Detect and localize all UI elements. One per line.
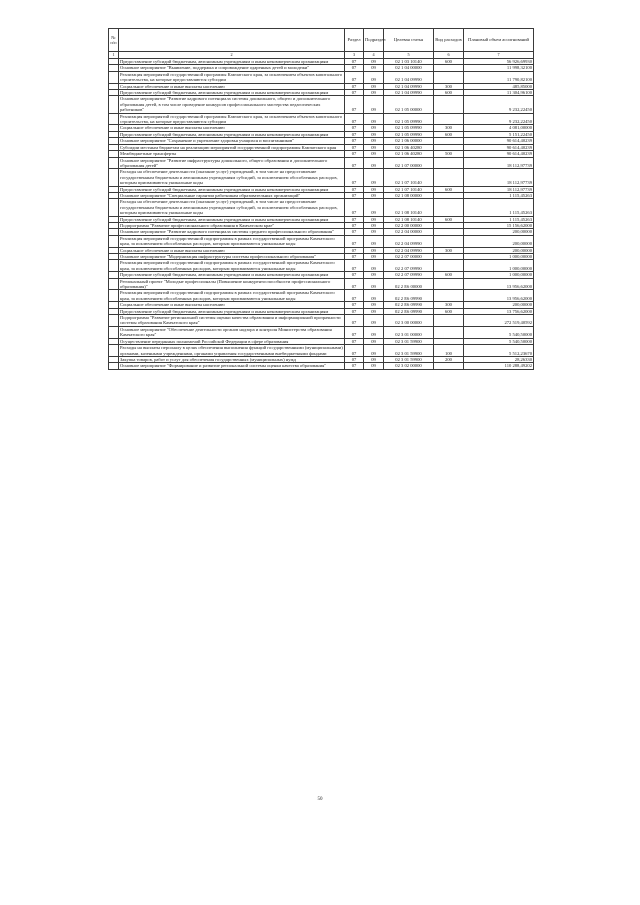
row-razdel: 07 [345,302,364,308]
row-expense-type: 600 [434,131,464,137]
row-name: Расходы на выплаты персоналу в целях обеспечения выполнения функций государственными (муниципальными) органами, казенными учреждениями, органами управления государственными внебюджетными фондами [120,345,343,356]
row-target-article: 02 2 00 00000 [384,222,434,228]
row-number [109,290,119,302]
row-razdel: 07 [345,247,364,253]
row-name: Основное мероприятие "Сохранение и укрепление здоровья учащихся и воспитанников" [119,138,345,144]
row-razdel: 07 [345,363,364,369]
table-row [109,96,534,113]
row-expense-type [434,157,464,169]
row-amount: 1 000,00000 [464,254,534,260]
row-target-article: 02 2 E6 09990 [384,308,434,314]
row-amount: 5 540,50000 [464,326,534,338]
row-razdel: 07 [345,199,364,216]
table-row [109,169,534,186]
row-expense-type: 200 [434,356,464,362]
table-row [109,326,534,338]
row-name: Предоставление субсидий бюджетным, автономным учреждениям и иным некоммерческим организациям [119,216,345,222]
row-podrazdel: 09 [364,59,384,65]
row-podrazdel: 09 [364,326,384,338]
row-podrazdel: 09 [364,338,384,344]
row-amount: 485,85000 [464,83,534,89]
row-podrazdel: 09 [364,345,384,357]
row-target-article: 02 3 01 00000 [384,326,434,338]
row-podrazdel: 09 [364,151,384,157]
table-row [109,235,534,247]
row-podrazdel: 09 [364,138,384,144]
row-podrazdel: 09 [364,278,384,290]
row-podrazdel: 09 [364,308,384,314]
row-podrazdel: 09 [364,260,384,272]
row-name: Социальное обеспечение и иные выплаты населению [119,125,345,131]
row-name: Реализация мероприятий государственной подпрограммы в рамках государственной программы Камчатского края, за исключением обособленных расходов, которым присваиваются уникальные коды [119,235,345,247]
header-name [119,29,345,52]
header-row [109,29,534,52]
header-razdel: Раздел [345,29,364,52]
table-row [109,199,534,216]
row-name: Социальное обеспечение и иные выплаты населению [119,302,345,308]
row-podrazdel: 09 [364,65,384,71]
row-razdel: 07 [345,315,364,327]
row-razdel: 07 [345,272,364,278]
row-podrazdel: 09 [364,302,384,308]
row-target-article: 02 2 E6 00000 [384,278,434,290]
row-razdel: 07 [345,229,364,235]
row-name: Предоставление субсидий бюджетным, автономным учреждениям и иным некоммерческим организациям [119,90,345,96]
row-amount: 5 512,23670 [464,345,534,357]
row-expense-type: 100 [434,345,464,357]
row-number [109,278,119,290]
row-name: Предоставление субсидий бюджетным, автономным учреждениям и иным некоммерческим организациям [119,131,345,137]
row-amount: 90 614,40239 [464,151,534,157]
row-expense-type: 300 [434,247,464,253]
row-name: Реализация мероприятий государственной программы Камчатского края, за исключением объектов капитального строительства, на которые предоставляются субсидии [119,113,345,125]
column-number-row [109,52,534,59]
row-name: Осуществление переданных полномочий Российской Федерации в сфере образования [119,338,345,344]
row-amount: 1 115,45263 [464,192,534,198]
row-name: Социальное обеспечение и иные выплаты населению [119,83,345,89]
row-name: Реализация мероприятий государственной подпрограммы в рамках государственной программы Камчатского края, за исключением обособленных расходов, которым присваиваются уникальные коды [119,260,345,272]
header-allocation: Плановый объем ассигнований [464,29,534,52]
row-amount: 5 151,22450 [464,131,534,137]
row-podrazdel: 09 [364,247,384,253]
row-amount: 90 614,40239 [464,138,534,144]
row-podrazdel: 09 [364,157,384,169]
row-target-article: 02 1 06 00000 [384,138,434,144]
column-number: 5 [384,52,434,59]
row-target-article: 02 3 02 00000 [384,363,434,369]
row-amount: 9 232,22450 [464,113,534,125]
table-row [109,363,534,369]
row-amount: 28,26330 [464,356,534,362]
row-name: Расходы на обеспечение деятельности (оказание услуг) учреждений, в том числе на предоставление государственным бюджетным и автономным учреждениям субсидий, за исключением обособленных расходов, которым присваиваются уникальные коды [119,199,345,216]
row-target-article: 02 3 01 59900 [384,345,434,357]
row-number [109,326,119,338]
row-razdel: 07 [345,125,364,131]
row-name: Субсидии местным бюджетам на реализацию мероприятий государственной подпрограммы Камчатского края [119,144,345,150]
table-row [109,290,534,302]
row-razdel: 07 [345,192,364,198]
row-name: Предоставление субсидий бюджетным, автономным учреждениям и иным некоммерческим организациям [119,186,345,192]
row-podrazdel: 09 [364,363,384,369]
row-number [109,157,119,169]
header-expense-type: Вид расходов [434,29,464,52]
row-number [109,96,119,113]
row-name: Социальное обеспечение и иные выплаты населению [119,247,345,253]
row-name: Основное мероприятие "Развитие инфраструктуры дошкольного, общего образования и дополнительного образования детей" [119,157,345,169]
row-expense-type [434,260,464,272]
row-razdel: 07 [345,356,364,362]
row-amount: 272 519,40592 [464,315,534,327]
row-target-article: 02 2 07 09990 [384,272,434,278]
row-amount: 200,00000 [464,247,534,253]
row-expense-type [434,363,464,369]
table-row [109,278,534,290]
row-podrazdel: 09 [364,272,384,278]
header-number: № п/п [109,29,119,52]
row-amount: 11 998,32100 [464,65,534,71]
row-target-article: 02 3 01 59900 [384,356,434,362]
row-name: Закупка товаров, работ и услуг для обеспечения государственных (муниципальных) нужд [119,356,345,362]
row-razdel: 07 [345,144,364,150]
row-name: Основное мероприятие "Обеспечение деятельности органов надзора и контроля Министерства образования Камчатского края" [119,326,345,338]
row-name: Основное мероприятие "Развитие кадрового потенциала системы дошкольного, общего и дополнительного образования детей, в том числе проведение конкурсов профессионального мастерства педагогических работников" [119,96,345,113]
row-razdel: 07 [345,186,364,192]
row-expense-type: 600 [434,186,464,192]
budget-table [108,28,534,370]
row-target-article: 02 1 07 10140 [384,169,434,186]
table-body [109,59,534,370]
row-podrazdel: 09 [364,216,384,222]
row-amount: 13 956,62000 [464,290,534,302]
row-target-article: 02 1 07 00000 [384,157,434,169]
row-name: Основное мероприятие "Выявление, поддержка и сопровождение одаренных детей и молодежи" [119,65,345,71]
row-razdel: 07 [345,254,364,260]
row-number [109,363,119,369]
row-razdel: 07 [345,222,364,228]
row-podrazdel: 09 [364,199,384,216]
row-razdel: 07 [345,308,364,314]
row-podrazdel: 09 [364,144,384,150]
row-expense-type: 600 [434,308,464,314]
row-number [109,113,119,125]
row-expense-type [434,235,464,247]
table-row [109,315,534,327]
table-row [109,113,534,125]
row-expense-type [434,326,464,338]
row-amount: 15 156,62000 [464,222,534,228]
row-podrazdel: 09 [364,229,384,235]
row-name: Подпрограмма "Развитие региональной системы оценки качества образования и информационной прозрачности системы образования Камчатского края" [119,315,345,327]
row-amount: 200,00000 [464,302,534,308]
table-row [109,260,534,272]
row-expense-type [434,290,464,302]
row-amount: 13 756,62000 [464,308,534,314]
row-razdel: 07 [345,290,364,302]
row-target-article: 02 1 03 10140 [384,59,434,65]
column-number: 3 [345,52,364,59]
row-number [109,315,119,327]
row-amount: 18 112,97739 [464,169,534,186]
row-razdel: 07 [345,326,364,338]
row-razdel: 07 [345,71,364,83]
row-expense-type [434,96,464,113]
budget-table-sheet [108,28,533,370]
row-target-article: 02 1 04 09990 [384,90,434,96]
row-target-article: 02 1 04 09990 [384,83,434,89]
column-number: 2 [119,52,345,59]
row-target-article: 02 1 06 40280 [384,151,434,157]
row-name: Предоставление субсидий бюджетным, автономным учреждениям и иным некоммерческим организациям [119,308,345,314]
row-target-article: 02 1 05 09990 [384,113,434,125]
row-expense-type: 300 [434,302,464,308]
table-row [109,345,534,357]
row-amount: 110 288,49202 [464,363,534,369]
row-razdel: 07 [345,338,364,344]
row-podrazdel: 09 [364,71,384,83]
row-amount: 13 956,62000 [464,278,534,290]
row-razdel: 07 [345,345,364,357]
row-podrazdel: 09 [364,235,384,247]
row-amount: 1 115,45263 [464,199,534,216]
row-expense-type: 500 [434,151,464,157]
row-number [109,260,119,272]
row-expense-type: 600 [434,90,464,96]
row-number [109,199,119,216]
row-name: Реализация мероприятий государственной программы Камчатского края, за исключением объектов капитального строительства, на которые предоставляются субсидии [119,71,345,83]
row-expense-type: 600 [434,59,464,65]
row-podrazdel: 09 [364,90,384,96]
row-amount: 18 112,97739 [464,157,534,169]
table-row [109,157,534,169]
row-amount: 90 614,40239 [464,144,534,150]
row-expense-type [434,113,464,125]
row-target-article: 02 1 07 10140 [384,186,434,192]
row-podrazdel: 09 [364,113,384,125]
row-name: Региональный проект "Молодые профессионалы (Повышение конкурентоспособности профессионального образования)" [119,278,345,290]
row-target-article: 02 1 08 00000 [384,192,434,198]
row-expense-type [434,278,464,290]
row-number [109,169,119,186]
row-podrazdel: 09 [364,315,384,327]
row-name: Основное мероприятие "Развитие кадрового потенциала системы среднего профессионального образования" [119,229,345,235]
row-target-article: 02 1 06 40280 [384,144,434,150]
row-name: Реализация мероприятий государственной подпрограммы в рамках государственной программы Камчатского края, за исключением обособленных расходов, которым присваиваются уникальные коды [119,290,345,302]
row-amount: 11 304,96100 [464,90,534,96]
row-target-article: 02 2 04 00000 [384,229,434,235]
row-amount: 18 112,97739 [464,186,534,192]
row-razdel: 07 [345,260,364,272]
row-podrazdel: 09 [364,356,384,362]
row-expense-type: 600 [434,216,464,222]
row-razdel: 07 [345,278,364,290]
row-target-article: 02 1 08 10140 [384,199,434,216]
row-podrazdel: 09 [364,96,384,113]
row-target-article: 02 2 E6 09990 [384,290,434,302]
column-number: 6 [434,52,464,59]
row-target-article: 02 3 01 59900 [384,338,434,344]
row-target-article: 02 1 05 00000 [384,96,434,113]
row-target-article: 02 2 E6 09990 [384,302,434,308]
row-expense-type [434,169,464,186]
page-number: 50 [317,797,323,802]
row-number [109,345,119,357]
row-target-article: 02 1 05 09990 [384,131,434,137]
row-target-article: 02 2 04 09990 [384,235,434,247]
row-name: Предоставление субсидий бюджетным, автономным учреждениям и иным некоммерческим организациям [119,59,345,65]
header-podrazdel: Подраздел [364,29,384,52]
column-number: 7 [464,52,534,59]
row-podrazdel: 09 [364,222,384,228]
row-name: Основное мероприятие "Специальные гарантии работникам образовательных организаций" [119,192,345,198]
row-razdel: 07 [345,96,364,113]
row-amount: 200,00000 [464,235,534,247]
row-podrazdel: 09 [364,254,384,260]
row-number [109,235,119,247]
row-target-article: 02 1 05 09990 [384,125,434,131]
row-razdel: 07 [345,151,364,157]
row-podrazdel: 09 [364,125,384,131]
row-amount: 11 790,82100 [464,71,534,83]
row-razdel: 07 [345,138,364,144]
row-target-article: 02 1 08 10140 [384,216,434,222]
row-amount: 1 000,00000 [464,272,534,278]
row-amount: 4 081,00000 [464,125,534,131]
row-expense-type [434,199,464,216]
row-name: Основное мероприятие "Формирование и развитие региональной системы оценки качества образования" [119,363,345,369]
row-podrazdel: 09 [364,83,384,89]
row-razdel: 07 [345,65,364,71]
row-name: Подпрограмма "Развитие профессионального образования в Камчатском крае" [119,222,345,228]
row-target-article: 02 1 04 00000 [384,65,434,71]
row-amount: 5 540,50000 [464,338,534,344]
row-target-article: 02 2 07 00000 [384,254,434,260]
row-amount: 1 000,00000 [464,260,534,272]
row-expense-type: 300 [434,125,464,131]
row-target-article: 02 1 04 09990 [384,71,434,83]
row-podrazdel: 09 [364,186,384,192]
row-name: Основное мероприятие "Модернизация инфраструктуры системы профессионального образования" [119,254,345,260]
row-expense-type: 300 [434,83,464,89]
column-number: 4 [364,52,384,59]
row-podrazdel: 09 [364,192,384,198]
row-razdel: 07 [345,113,364,125]
table-row [109,71,534,83]
row-amount: 56 926,69930 [464,59,534,65]
header-target-article: Целевая статья [384,29,434,52]
row-expense-type: 600 [434,272,464,278]
row-razdel: 07 [345,216,364,222]
row-name: Предоставление субсидий бюджетным, автономным учреждениям и иным некоммерческим организациям [119,272,345,278]
row-podrazdel: 09 [364,131,384,137]
row-podrazdel: 09 [364,290,384,302]
row-razdel: 07 [345,169,364,186]
row-target-article: 02 2 04 09990 [384,247,434,253]
column-number: 1 [109,52,119,59]
row-razdel: 07 [345,59,364,65]
row-target-article: 02 3 00 00000 [384,315,434,327]
row-amount: 9 232,22450 [464,96,534,113]
row-podrazdel: 09 [364,169,384,186]
row-amount: 200,00000 [464,229,534,235]
row-name: Межбюджетные трансферты [119,151,345,157]
row-razdel: 07 [345,90,364,96]
row-expense-type [434,71,464,83]
row-amount: 1 115,45263 [464,216,534,222]
row-number [109,71,119,83]
row-target-article: 02 2 07 09990 [384,260,434,272]
row-expense-type [434,315,464,327]
row-razdel: 07 [345,157,364,169]
row-razdel: 07 [345,83,364,89]
row-razdel: 07 [345,235,364,247]
row-razdel: 07 [345,131,364,137]
row-name: Расходы на обеспечение деятельности (оказание услуг) учреждений, в том числе на предоставление государственным бюджетным и автономным учреждениям субсидий, за исключением обособленных расходов, которым присваиваются уникальные коды [119,169,345,186]
